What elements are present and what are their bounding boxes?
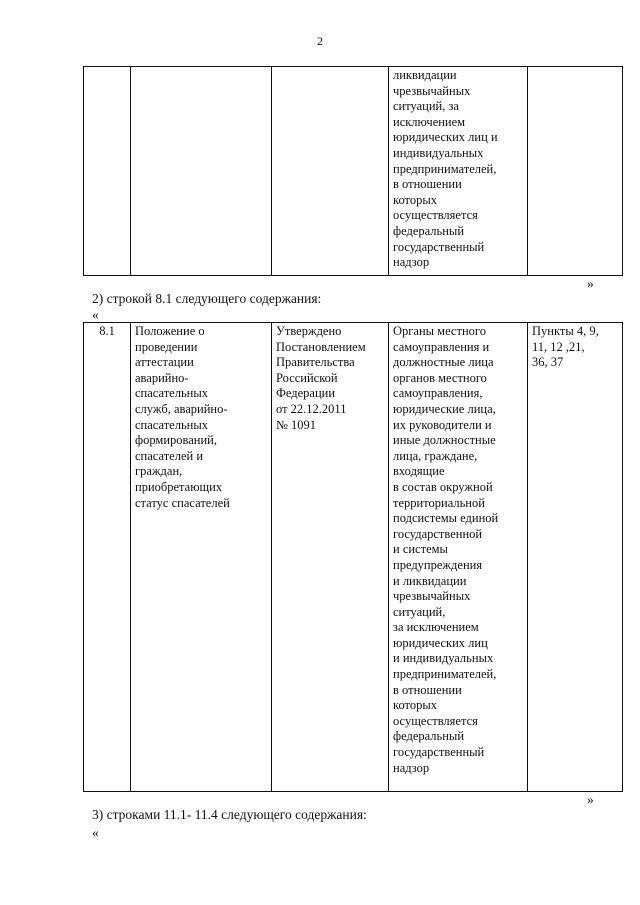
- cell-subjects: Органы местного самоуправления и должностные лица органов местного самоуправления, юридические лица, их руководители и иные должностные лица, граждане, входящие в состав окружной территориальной подсистемы единой государственной и системы предупреждения и ликвидации чрезвычайных ситуаций, за исключением юридических лиц и индивидуальных предпринимателей, в отношении которых осуществляется федеральный государственный надзор: [389, 323, 528, 792]
- paragraph-heading: 2) строкой 8.1 следующего содержания:: [92, 291, 322, 306]
- cell-document-name: [131, 67, 272, 276]
- table-row: [84, 323, 623, 792]
- table-row: [84, 67, 623, 276]
- cell-subjects: ликвидации чрезвычайных ситуаций, за исключением юридических лиц и индивидуальных предпринимателей, в отношении которых осуществляется федеральный государственный надзор: [389, 67, 528, 276]
- closing-quote: »: [587, 276, 594, 291]
- paragraph-heading: 3) строками 11.1- 11.4 следующего содержания:: [92, 807, 367, 822]
- cell-approval: [272, 67, 389, 276]
- cell-points: [528, 67, 623, 276]
- cell-approval: Утверждено Постановлением Правительства Российской Федерации от 22.12.2011 № 1091: [272, 323, 389, 792]
- cell-number: 8.1: [84, 323, 131, 792]
- closing-quote: »: [587, 792, 594, 807]
- cell-document-name: Положение о проведении аттестации аварийно- спасательных служб, аварийно- спасательных формирований, спасателей и граждан, приобретающих статус спасателей: [131, 323, 272, 792]
- opening-quote: «: [92, 307, 99, 322]
- page-number: 2: [317, 34, 323, 48]
- table-continuation: [83, 66, 623, 276]
- opening-quote: «: [92, 825, 99, 840]
- table-row-8-1: [83, 322, 623, 792]
- cell-number: [84, 67, 131, 276]
- cell-points: Пункты 4, 9, 11, 12 ,21, 36, 37: [528, 323, 623, 792]
